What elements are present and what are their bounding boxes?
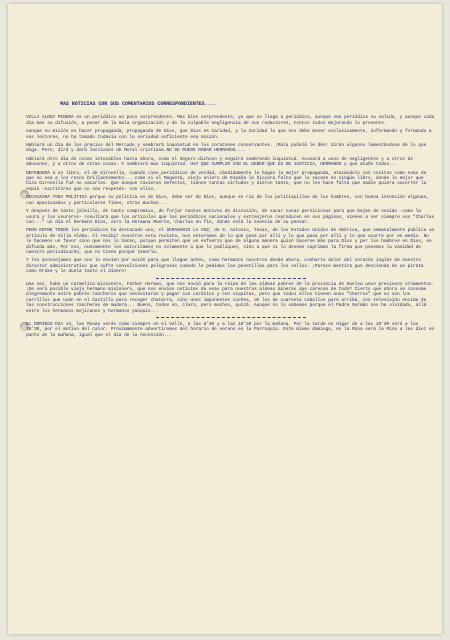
page-title: MAS NOTICIAS CON SUS COMENTARIOS CORRESPONDIENTES.... (60, 101, 217, 107)
paragraph-semanario-la-voz: PERO ENTRE TODOS los periódicos ha destacado uno, el SEMANARIO LA VOZ, de S. Antonio, Texas, de los Estados Unidos de América, que semanalmente publica un artículo de Villa Aldea. Al recibir nosotros esta revista, nos enteramos de lo que pasa por allí y lo que pasa por allí y lo que ocurre por en medio. No le hacemos un favor sino que nos lo hacen, porque permiten que un esfuerzo que de alguna manera quisó hacerse más para Dios y por los hombres en Dios, se difunda más. Por eso, nuevamente les autorizamos no solamente a que lo publiquen, sino a que si lo desean supriman la firma que ponemos la vanidad de nuestro periodicucho, que no tiene porqué tenerla. (26, 228, 435, 255)
document-sheet (8, 4, 442, 634)
paragraph-avion: Y les aconsejamos que nos lo envíen por avión para que llegue antes, como hermanos nosotros desde ahora, conharto dolor del corazón inglés de nuestro director administrativo que sufre convulsiones peligrosas cuando le pedimos las pesetillas para los sellos. ¡Parece mentira que descienda de un pirata como Drake y le duela tanto el dinero! (26, 258, 424, 275)
paragraph-seguro: Hablará otro día de cosas intocables hasta ahora, como el Seguro dichoso y seguirá sembrando inquietud. Acusará a unos de negligentes y a otros de abusones, y a otros de otras cosas. Y sembrará mas inquietud. HAY QUE CUMPLIR CON EL DEBER QUE ES DE JUSTICIA, HERMANOS y que atañe todos... (26, 156, 413, 168)
paragraph-gironella: DEFENDERÁ a un libro, el de Gironella, cuando cien periódicos de verdad, cándidamente le hagan la mejor propaganda, atacándolo con cositas como esas de que no sea a los rezos brillantemente... como si el Maquetá, viejo enlero de España le hiciera falta que le sacase en ningún libro, donde lo mejor que hiza Gironella fué no sacarles. Que aunque tuvieran defectos, tienen tantas virtudes y dieron tanto, que no les hace falta que nadie quiera socorrer la espin -escritores que no son respetés- con ellos. (26, 170, 427, 192)
typed-text-body (26, 102, 436, 341)
paragraph-villa-aldea-minera: VILLA ALDEA MINERA es un periódico un poco sorprendente. Mas bien sorprendente, ya que no llega a periódico, aunque sea periódica su salida, y aunque cada día mas su difusión, a pesar de la mala organización y de la culpable negligencia de sus redactores, tontos todos mejorando lo presente. (26, 115, 435, 126)
paragraph-jaleillo: Y después de tanto jaleillo, de tanto compromiso, de forjar tantos motivos de discusión, de sacar cosas perniciosas para que bajen de sonido -como la usura y los usureros- resultará que los artículos que los periódicos nacionales y extranjeros reproducen en sus páginas, vienen a ser siempre sus "Charlas con..." un día el Hermano Dios, otro la Hermana Muerte, charlas en fin, donde está la esencia de su pensar. (26, 209, 435, 225)
paragraph-carmelita: Una vez, hubo un carmelita misionero, Father Herman, que nos envió para la reina de las aldeas pobres de la provincia de Huelva unos preciosos ornamentos. ¡Se será posible viejo hermano misionero, que nos envíes noticias de esas para nuestras aldeas mineras que carecen de todo? Cierto que ahora se consume alegremente entre pobres rancheros que necesitaran y pagar con carditos y con viquitas, pero que todos ellos tienen unos "Charros" que no son los carrillos que usan en el Castillo para recoger chatarra, sino unos imponentes coches, de los de cuarenta caballos para arriba, con televisión encima de las construcciones rancheras de madera... Bueno, todos no, claro, pero muchos, quizá. Aunque no lo sabemos porque el Padre Germán nos ha olvidado, allá entre los hermanos mejicanos y hermanos yanquis... (26, 281, 435, 314)
section-separator-2 (156, 317, 306, 318)
paragraph-politica: RECHAZARÁ TODA POLÍTICA porque su política es de Dios, debe ser de Dios, aunque se ría de los politiquillas de los hombres, con buena intención algunas, con apasionados y particulares fines, otras muchas... (26, 195, 429, 206)
section-separator (156, 278, 306, 279)
paragraph-mision: Aunque su misión es hacer propaganda, propaganda de Dios, que Dios es Caridad, y la Caridad lo que nos debe mover exclusivamente, informando y formando a sus lectores, no ha tomado todavía con la seriedad suficiente esa misión. (26, 129, 432, 140)
paragraph-domingo-14: EL DOMINGO DIA 14, las Misas serán como siempre en el Valle, a las 8'30 y a las 10'30 por la mañana. Por la tarde en Higar de a las 10'30 será a las 10'30, por el motivo del calor. Próximamente advertiremos del horario de verano en la Parroquia. Este mismo domingo, en la Mina será la Misa a las diez en punto de la mañana, igual que el día de la Ascensión... (26, 322, 435, 338)
paragraph-precios-mercado: Hablará un día de los precios del Mercado y sembrará inquietud en los corazones conservantes. ¡Mala puñalá le dén! dirán algunos lamentándose de lo que diga. Pero, dirá y dará lecciones de Moral cristiana.NO SE PUEDE ROBAR HERMANOS.... (26, 143, 427, 154)
